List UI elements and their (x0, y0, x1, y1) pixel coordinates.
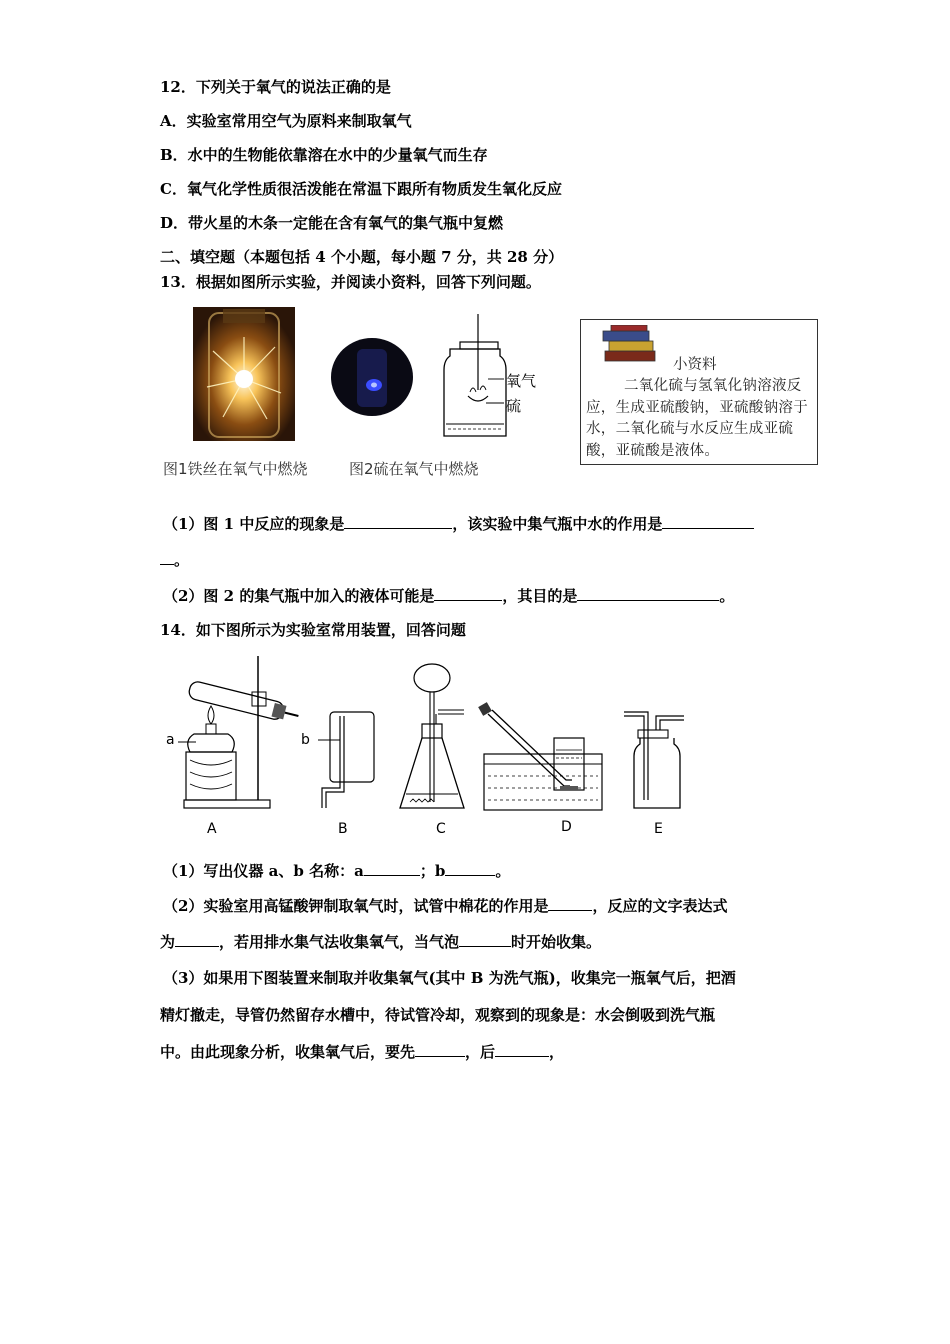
q14-part1-blank-b[interactable] (445, 861, 495, 876)
info-text: 二氧化硫与氢氧化钠溶液反应，生成亚硫酸钠，亚硫酸钠溶于水，二氧化硫与水反应生成亚硫酸，亚硫酸是液体。 (586, 378, 808, 459)
q14-part3-line3 (160, 1042, 564, 1062)
q12-option-c: C．氧气化学性质很活泼能在常温下跟所有物质发生氧化反应 (160, 180, 562, 198)
apparatus-label-e: E (654, 821, 663, 837)
q14-part3-end: ， (549, 1043, 565, 1061)
q13-part2 (163, 586, 734, 606)
sulfur-burning-photo (330, 337, 415, 417)
apparatus-c-diagram (396, 662, 468, 812)
q14-part1-end: 。 (495, 862, 511, 880)
sulfur-label: 硫 (506, 397, 522, 415)
q14-part2-cont-text-a: 为 (160, 933, 176, 951)
q13-part1-blank1[interactable] (344, 514, 452, 529)
q13-part1-blank2[interactable] (662, 514, 754, 529)
q13-part1 (163, 514, 754, 534)
iron-wire-burning-photo (193, 307, 295, 441)
q13-part2-blank2[interactable] (577, 586, 719, 601)
q14-part3-text-b: ，后 (465, 1043, 496, 1061)
sulfur-burning-drawing (330, 337, 415, 417)
q14-part1-blank-a[interactable] (364, 861, 420, 876)
apparatus-e-diagram (622, 708, 688, 810)
apparatus-b-diagram (300, 710, 380, 810)
q14-part3-blank1[interactable] (415, 1042, 465, 1057)
apparatus-label-a: A (207, 821, 217, 837)
q14-part2-cont-text-b: ，若用排水集气法收集氧气，当气泡 (219, 933, 460, 951)
q13-part2-end: 。 (719, 587, 735, 605)
section-heading: 二、填空题（本题包括 4 个小题，每小题 7 分，共 28 分） (160, 248, 564, 266)
q14-part1-text-a: （1）写出仪器 a、b 名称：a (163, 862, 364, 880)
q14-part2-blank1[interactable] (548, 896, 592, 911)
q14-part3-line2: 精灯撤走，导管仍然留存水槽中，待试管冷却，观察到的现象是：水会倒吸到洗气瓶 (160, 1006, 716, 1024)
q13-part2-blank1[interactable] (434, 586, 502, 601)
q14-part2 (163, 896, 727, 916)
books-icon (601, 325, 659, 365)
q14-part3-line1: （3）如果用下图装置来制取并收集氧气(其中 B 为洗气瓶)，收集完一瓶氧气后，把酒 (163, 969, 736, 987)
q14-part2-text-b: ，反应的文字表达式 (592, 897, 728, 915)
q13-part1-cont (160, 550, 189, 570)
apparatus-a-diagram (178, 652, 300, 812)
q12-option-b: B．水中的生物能依靠溶在水中的少量氧气而生存 (160, 146, 488, 164)
info-box (580, 319, 818, 465)
q14-part2-blank2[interactable] (175, 932, 219, 947)
q13-stem: 13．根据如图所示实验，并阅读小资料，回答下列问题。 (160, 273, 541, 291)
q14-part2-cont (160, 932, 601, 952)
apparatus-label-b: B (338, 821, 348, 837)
q12-option-d: D．带火星的木条一定能在含有氧气的集气瓶中复燃 (160, 214, 504, 232)
q13-part1-text-a: （1）图 1 中反应的现象是 (163, 515, 345, 533)
label-b: b (301, 732, 310, 748)
q14-part2-text-a: （2）实验室用高锰酸钾制取氧气时，试管中棉花的作用是 (163, 897, 549, 915)
q12-stem: 12．下列关于氧气的说法正确的是 (160, 78, 391, 96)
q14-part3-blank2[interactable] (495, 1042, 549, 1057)
apparatus-label-c: C (436, 821, 446, 837)
q14-stem: 14．如下图所示为实验室常用装置，回答问题 (160, 621, 466, 639)
iron-wire-burning-drawing (193, 307, 295, 441)
q13-part1-text-b: ，该实验中集气瓶中水的作用是 (452, 515, 663, 533)
q13-part1-blank2-cont[interactable] (160, 550, 174, 565)
q13-part1-end: 。 (174, 551, 190, 569)
q14-part3-text-a: 中。由此现象分析，收集氧气后，要先 (160, 1043, 416, 1061)
q13-part2-text-b: ，其目的是 (502, 587, 578, 605)
q12-option-a: A．实验室常用空气为原料来制取氧气 (160, 112, 412, 130)
oxygen-label: 氧气 (506, 372, 537, 390)
q14-part2-blank3[interactable] (459, 932, 511, 947)
fig1-caption: 图1铁丝在氧气中燃烧 (163, 460, 308, 478)
q14-part1 (163, 861, 510, 881)
q14-part1-text-b: ；b (419, 862, 446, 880)
apparatus-label-d: D (561, 819, 572, 835)
info-title: 小资料 (673, 357, 717, 373)
q13-part2-text-a: （2）图 2 的集气瓶中加入的液体可能是 (163, 587, 435, 605)
q14-part2-cont-end: 时开始收集。 (511, 933, 602, 951)
label-a: a (166, 732, 175, 748)
apparatus-d-diagram (478, 702, 608, 812)
fig2-caption: 图2硫在氧气中燃烧 (349, 460, 479, 478)
